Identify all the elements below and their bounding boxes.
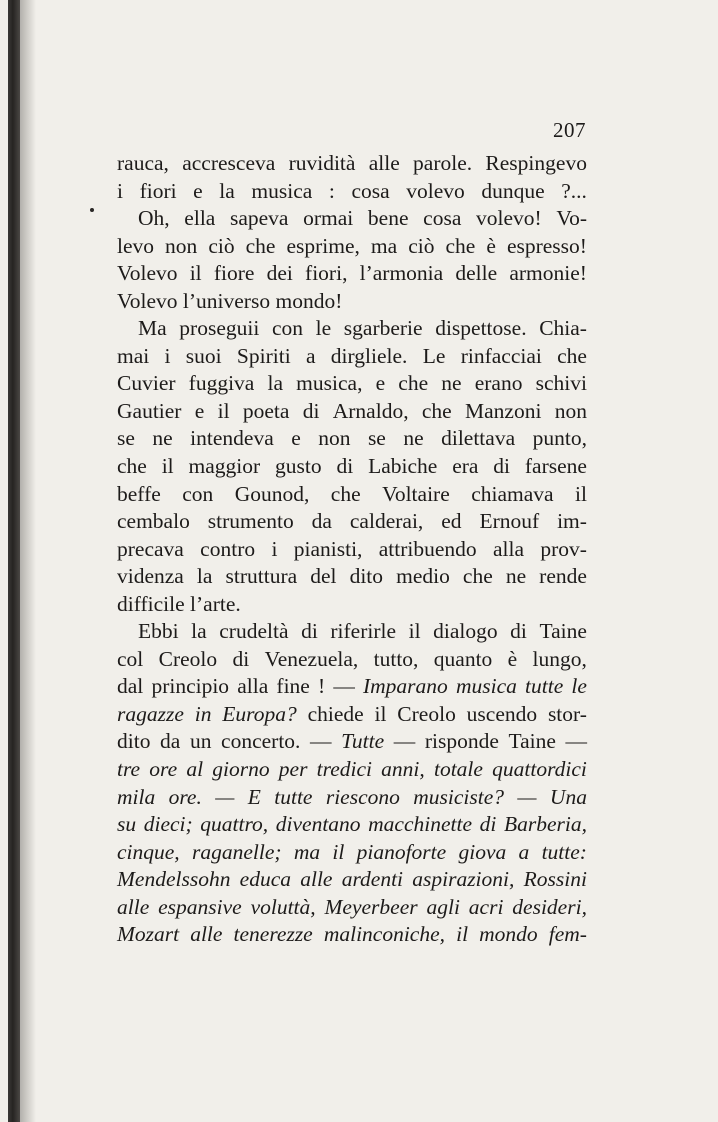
word: se [367, 426, 386, 451]
word: crudeltà [219, 619, 289, 644]
word: dilettava [441, 426, 516, 451]
word: ed [441, 509, 462, 534]
word: diventano [275, 812, 361, 837]
word: che [445, 233, 476, 258]
word: dialogo [433, 619, 498, 644]
word: alle [117, 894, 150, 919]
word: fiori, [305, 261, 348, 286]
word: che [421, 398, 452, 423]
word: Mozart [117, 922, 180, 947]
word: Una [549, 784, 587, 809]
word: espresso! [506, 233, 587, 258]
text-line [117, 233, 587, 261]
word: ne [505, 564, 527, 589]
word: pianisti, [293, 536, 363, 561]
word: dal [117, 674, 144, 699]
word: la [267, 371, 284, 396]
word: Taine [539, 619, 587, 644]
word: alle [190, 922, 223, 947]
word: di [301, 619, 318, 644]
word: — [565, 729, 587, 754]
word: tredici [316, 757, 372, 782]
word: è [486, 233, 496, 258]
word: dispettose. [435, 316, 527, 341]
word: medio [396, 564, 450, 589]
text-line [117, 343, 587, 371]
text-line [117, 839, 587, 867]
word: Ernouf [479, 509, 540, 534]
word: ella [184, 206, 216, 231]
word: che [117, 454, 147, 479]
word: l’universo [182, 288, 276, 313]
word: a [305, 343, 316, 368]
word: rinfacciai [460, 343, 542, 368]
word: con [271, 316, 303, 341]
text-line [117, 370, 587, 398]
word: Chia- [539, 316, 587, 341]
text-line [117, 508, 587, 536]
word: Voltaire [382, 481, 450, 506]
word: giova [458, 839, 507, 864]
word: in [194, 701, 212, 726]
word: Cuvier [117, 371, 176, 396]
word: mondo! [275, 288, 343, 313]
word: Gautier [117, 398, 182, 423]
word: volevo! [476, 206, 542, 231]
text-line [117, 591, 587, 619]
word: il [217, 398, 230, 423]
word: ma [370, 233, 398, 258]
word: accresceva [182, 151, 276, 175]
word: ciò [208, 233, 235, 258]
word: cinque, [117, 839, 180, 864]
word: lungo, [532, 646, 587, 671]
word: Venezuela, [264, 646, 359, 671]
word: un [189, 729, 212, 754]
word: Respingevo [485, 151, 587, 175]
word: Labiche [368, 454, 438, 479]
word: i [164, 343, 171, 368]
word: i [117, 178, 123, 203]
word: da [311, 509, 332, 534]
word: — [310, 729, 332, 754]
word: musica [455, 674, 517, 699]
text-line [117, 894, 587, 922]
text-line [117, 536, 587, 564]
word: delle [455, 261, 498, 286]
word: levo [117, 233, 155, 258]
word: attribuendo [378, 536, 477, 561]
word: quattro, [200, 812, 269, 837]
word: il [374, 701, 387, 726]
word: il [456, 922, 469, 947]
word: dei [266, 261, 293, 286]
word: risponde [424, 729, 499, 754]
word: Barberia, [503, 812, 587, 837]
word: ardenti [341, 867, 404, 892]
word: proseguii [179, 316, 260, 341]
word: contro [200, 536, 256, 561]
word: Arnaldo, [332, 398, 409, 423]
word: ciò [408, 233, 435, 258]
text-line [117, 288, 587, 316]
word: fine [276, 674, 310, 699]
word: giorno [212, 757, 270, 782]
word: quanto [433, 646, 493, 671]
word: ?... [561, 178, 587, 203]
text-line [117, 701, 587, 729]
word: su [117, 812, 137, 837]
word: gusto [275, 454, 322, 479]
word: Rossini [523, 867, 587, 892]
word: raganelle; [191, 839, 282, 864]
word: Ebbi [138, 619, 179, 644]
body-text [117, 150, 587, 949]
word: Taine [508, 729, 556, 754]
word: uscendo [466, 701, 538, 726]
word: chiamava [471, 481, 554, 506]
word: tutte: [541, 839, 587, 864]
word: dunque [481, 178, 545, 203]
word: musica [251, 178, 313, 203]
word: è [507, 646, 518, 671]
word: di [232, 646, 250, 671]
word: im- [557, 509, 587, 534]
word: Le [422, 343, 446, 368]
word: strumento [207, 509, 294, 534]
word: non [318, 426, 351, 451]
word: fuggiva [188, 371, 255, 396]
word: la [219, 178, 235, 203]
word: le [571, 674, 587, 699]
word: concerto. [221, 729, 301, 754]
word: rende [539, 564, 587, 589]
word: il [332, 839, 345, 864]
word: prov- [540, 536, 587, 561]
word: — [393, 729, 416, 754]
word: ne [152, 426, 173, 451]
word: Spiriti [236, 343, 291, 368]
word: e [375, 371, 386, 396]
word: desideri, [512, 894, 587, 919]
word: aspirazioni, [412, 867, 515, 892]
text-line [117, 260, 587, 288]
word: con [182, 481, 214, 506]
word: cosa [351, 178, 390, 203]
word: ruvidità [288, 151, 356, 175]
word: di [479, 812, 497, 837]
text-line [117, 618, 587, 646]
word: la [191, 619, 207, 644]
word: Imparano [363, 674, 448, 699]
word: che [245, 233, 276, 258]
word: difficile [117, 591, 191, 616]
word: alle [300, 867, 333, 892]
text-line [117, 178, 587, 206]
word: punto, [532, 426, 587, 451]
word: del [310, 564, 337, 589]
word: il [575, 481, 587, 506]
word: — [215, 784, 235, 809]
word: Oh, [138, 206, 170, 231]
word: non [165, 233, 198, 258]
word: Vo- [556, 206, 587, 231]
word: farsene [524, 454, 587, 479]
word: dieci; [143, 812, 193, 837]
word: fiori [139, 178, 177, 203]
word: schivi [535, 371, 587, 396]
page-number: 207 [553, 118, 586, 142]
word: E [247, 784, 261, 809]
word: Creolo [397, 701, 456, 726]
word: erano [474, 371, 523, 396]
word: tenerezze [233, 922, 313, 947]
margin-speck [90, 208, 94, 212]
word: tutte [525, 674, 564, 699]
word: non [554, 398, 587, 423]
word: dito [349, 564, 384, 589]
word: calderai, [349, 509, 424, 534]
word: intendeva [190, 426, 274, 451]
word: bene [367, 206, 409, 231]
word: che [462, 564, 493, 589]
text-line [117, 315, 587, 343]
word: al [186, 757, 204, 782]
word: ormai [303, 206, 354, 231]
word: pianoforte [356, 839, 447, 864]
word: riferirle [330, 619, 397, 644]
word: dito [117, 729, 151, 754]
word: per [278, 757, 308, 782]
word: tutto, [373, 646, 419, 671]
word: di [336, 454, 354, 479]
word: Tutte [341, 729, 385, 754]
word: Volevo [117, 261, 178, 286]
gutter-shadow [20, 0, 36, 1122]
text-line [117, 811, 587, 839]
word: acri [468, 894, 504, 919]
word: suoi [185, 343, 222, 368]
word: da [160, 729, 181, 754]
word: Creolo [158, 646, 218, 671]
text-line [117, 563, 587, 591]
word: Volevo [117, 288, 183, 313]
word: beffe [117, 481, 161, 506]
word: mondo [479, 922, 538, 947]
word: precava [117, 536, 184, 561]
text-line [117, 150, 587, 178]
word: alla [493, 536, 525, 561]
word: — [333, 674, 355, 699]
word: principio [151, 674, 230, 699]
word: di [302, 398, 320, 423]
word: la [196, 564, 213, 589]
word: ma [293, 839, 321, 864]
word: ne [403, 426, 424, 451]
word: fem- [548, 922, 587, 947]
word: volevo [406, 178, 465, 203]
word: poeta [242, 398, 290, 423]
word: malinconiche, [323, 922, 446, 947]
word: che [398, 371, 429, 396]
word: di [493, 454, 511, 479]
word: ore [149, 757, 178, 782]
word: totale [433, 757, 483, 782]
word: ragazze [117, 701, 184, 726]
word: i [271, 536, 278, 561]
word: — [517, 784, 537, 809]
word: se [117, 426, 135, 451]
word: alla [237, 674, 269, 699]
word: e [194, 398, 205, 423]
word: il [189, 261, 202, 286]
word: anni, [381, 757, 425, 782]
book-spine-edge [8, 0, 20, 1122]
word: parole. [413, 151, 473, 175]
word: mila [117, 784, 156, 809]
text-line [117, 921, 587, 949]
word: riescono [325, 784, 400, 809]
word: : [328, 178, 335, 203]
word: mai [117, 343, 150, 368]
word: videnza [117, 564, 184, 589]
word: esprime, [286, 233, 360, 258]
word: cosa [423, 206, 462, 231]
word: sgarberie [343, 316, 423, 341]
text-line [117, 425, 587, 453]
word: voluttà, [250, 894, 316, 919]
word: sapeva [229, 206, 289, 231]
text-line [117, 646, 587, 674]
word: Gounod, [234, 481, 310, 506]
text-line [117, 481, 587, 509]
word: il [408, 619, 421, 644]
word: espansive [158, 894, 242, 919]
text-line [117, 728, 587, 756]
text-line [117, 756, 587, 784]
word: Ma [138, 316, 167, 341]
text-line [117, 453, 587, 481]
word: armonie! [509, 261, 587, 286]
word: e [193, 178, 203, 203]
word: tutte [274, 784, 313, 809]
word: cembalo [117, 509, 190, 534]
word: rauca, [117, 151, 169, 175]
word: quattordici [492, 757, 587, 782]
text-line [117, 784, 587, 812]
word: che [330, 481, 361, 506]
word: che [557, 343, 587, 368]
word: alle [368, 151, 400, 175]
word: l’armonia [359, 261, 444, 286]
text-line [117, 398, 587, 426]
word: ! [318, 674, 326, 699]
word: ore. [168, 784, 202, 809]
word: Manzoni [465, 398, 542, 423]
word: e [291, 426, 301, 451]
word: educa [239, 867, 292, 892]
word: macchinette [368, 812, 473, 837]
text-line [117, 205, 587, 233]
text-line [117, 673, 587, 701]
word: stor- [547, 701, 587, 726]
word: tre [117, 757, 141, 782]
word: era [452, 454, 479, 479]
word: il [161, 454, 174, 479]
word: le [315, 316, 332, 341]
text-line [117, 866, 587, 894]
word: a [518, 839, 530, 864]
word: struttura [225, 564, 298, 589]
word: agli [426, 894, 460, 919]
word: col [117, 646, 144, 671]
word: maggior [188, 454, 261, 479]
word: ne [441, 371, 462, 396]
word: di [510, 619, 527, 644]
word: dirgliele. [330, 343, 408, 368]
word: Meyerbeer [324, 894, 418, 919]
word: chiede [307, 701, 364, 726]
word: fiore [213, 261, 255, 286]
word: musiciste? [413, 784, 505, 809]
word: Europa? [222, 701, 297, 726]
word: musica, [296, 371, 363, 396]
word: Mendelssohn [117, 867, 231, 892]
word: l’arte. [190, 591, 241, 616]
